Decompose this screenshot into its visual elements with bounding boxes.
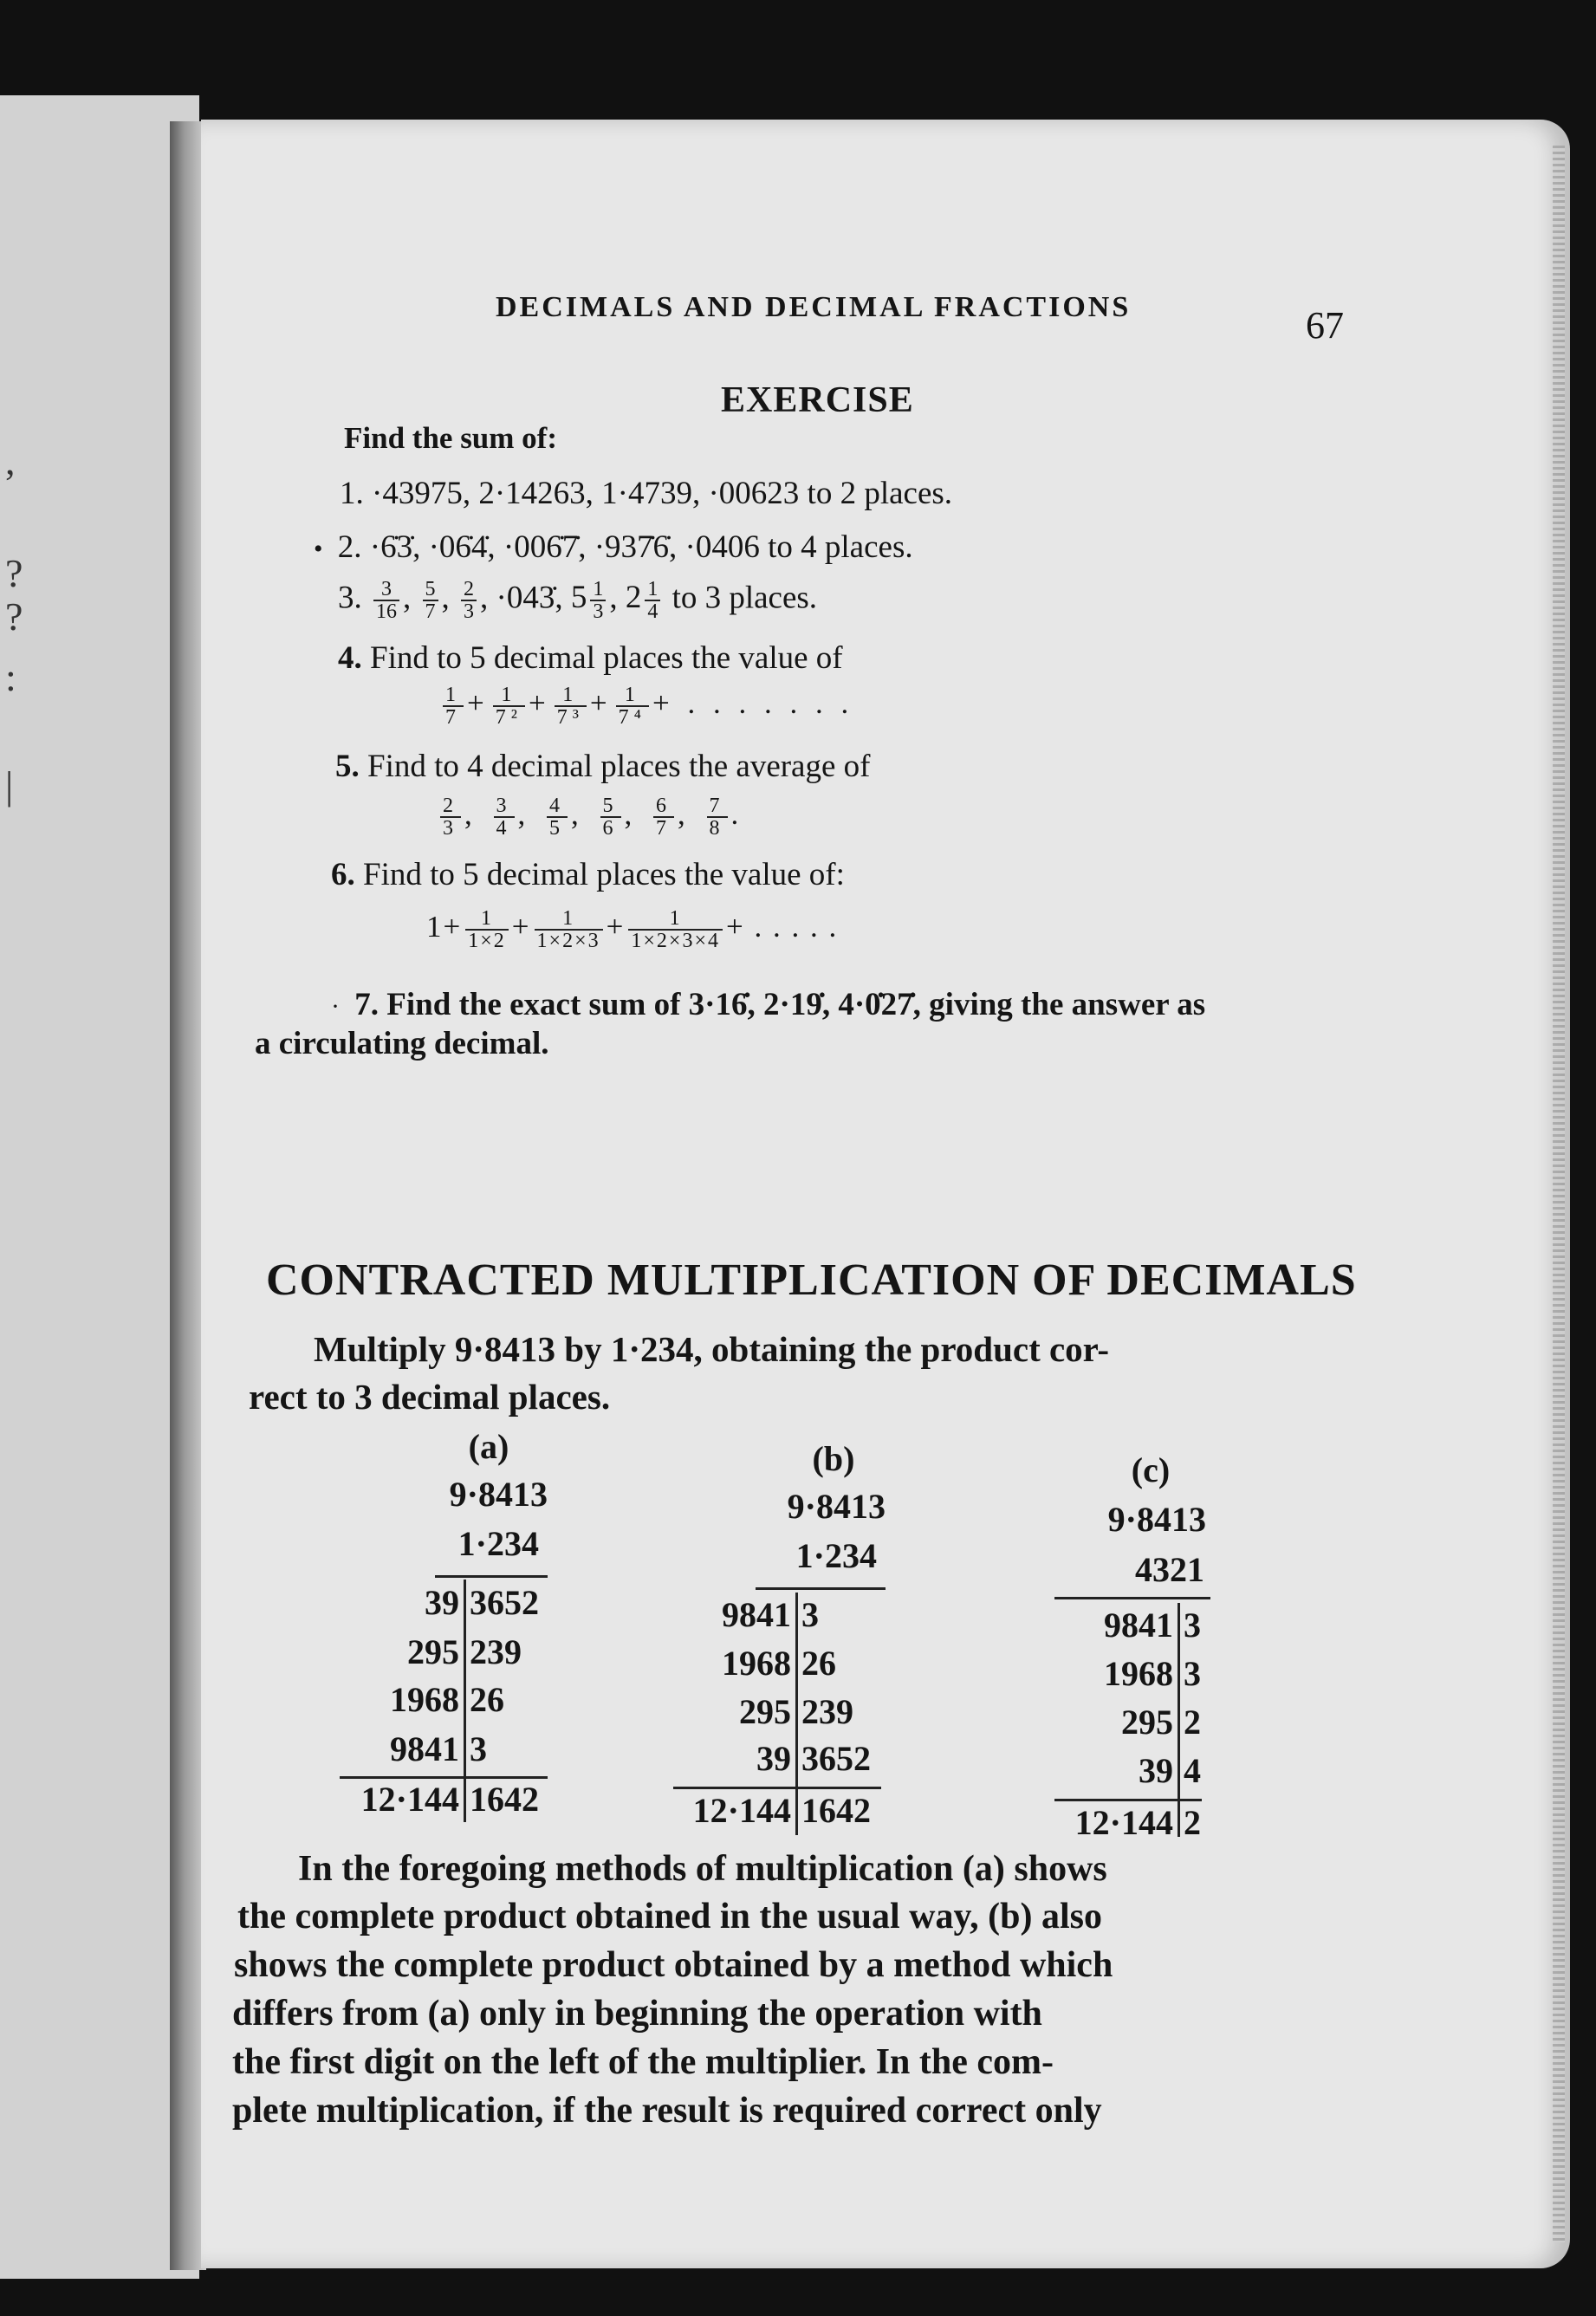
item-number: 5. (335, 749, 360, 784)
item-text: Find to 4 decimal places the average of (367, 749, 871, 784)
method-label: (c) (1131, 1450, 1171, 1489)
left-page-mark: ? (5, 594, 23, 639)
series-expression: 1+ $\frac{1}{1\times 2}$ + $\frac{1}{1\times 2\times 3}$ + $\frac{1}{1\times 2\times 3\times 4}$ + . . . . . (426, 907, 839, 952)
fraction: $\frac{3}{16}$ (373, 579, 399, 622)
body-text-line: differs from (a) only in beginning the operation with (232, 1994, 1042, 2034)
fraction: $\frac{5}{7}$ (423, 579, 438, 622)
item-text: Find the exact sum of 3·16̇, 2·19̇, 4·0̇27̇, giving the answer as (386, 987, 1206, 1022)
problem-line: Multiply 9·8413 by 1·234, obtaining the product cor- (314, 1329, 1110, 1369)
left-page-mark: | (5, 763, 14, 808)
item-text: to 3 places. (671, 580, 818, 616)
problem-line: rect to 3 decimal places. (249, 1377, 611, 1417)
item-number: 7. (354, 987, 379, 1022)
body-text-line: plete multiplication, if the result is required correct only (232, 2091, 1102, 2131)
body-text-line: shows the complete product obtained by a method which (234, 1945, 1113, 1985)
exercise-item-5 (335, 748, 870, 785)
item-text: ·6̇3̇, ·06̇4̇, ·006̇7̇, ·937̇6̇, ·0406 to 4 places. (369, 529, 913, 565)
multiplicand: 9·8413 (787, 1487, 886, 1526)
exercise-item-7 (331, 986, 1205, 1023)
mixed-number: 5 $\frac{1}{3}$ (571, 580, 610, 615)
rule (435, 1575, 548, 1578)
body-text-line: the complete product obtained in the usual way, (b) also (237, 1897, 1102, 1936)
item-text: Find to 5 decimal places the value of: (363, 857, 845, 892)
exercise-item-2 (314, 529, 913, 566)
rule (756, 1587, 886, 1590)
method-label: (b) (812, 1439, 855, 1478)
multiplier: 1·234 (457, 1524, 539, 1563)
fraction: $\frac{2}{3}$ (461, 579, 477, 622)
total-rule (1054, 1799, 1202, 1801)
page-number: 67 (1306, 304, 1344, 347)
exercise-intro: Find the sum of: (344, 421, 557, 455)
exercise-item-6 (331, 856, 845, 893)
body-text-line: the first digit on the left of the multiplier. In the com- (232, 2042, 1054, 2082)
item-number: 3. (338, 580, 362, 616)
exercise-item-1 (340, 475, 952, 512)
item-text: ·43975, 2·14263, 1·4739, ·00623 to 2 places. (372, 476, 953, 511)
running-head: DECIMALS AND DECIMAL FRACTIONS (496, 291, 1132, 323)
series-expression: $\frac{1}{7}$ + $\frac{1}{\text{7²}}$ + $\frac{1}{\text{7³}}$ + $\frac{1}{\text{7⁴}}$ + . . . . . . . (439, 684, 853, 728)
exercise-item-4 (338, 639, 843, 677)
left-page-mark: ? (5, 551, 23, 595)
multiplier: 4321 (1135, 1550, 1204, 1589)
rule (1054, 1597, 1210, 1599)
book-page: DECIMALS AND DECIMAL FRACTIONS 67 EXERCISE Find the sum of: 1. ·43975, 2·14263, 1·4739, ·00623 to 2 places. • 2. ·6̇3̇, ·06̇4̇, ·006̇7̇, ·937̇6̇, ·0406 to 4 places. 3. $\frac{3}{16}$ , $\frac{5}{7}$ , $\frac{2}{3}$ , ·043̇, 5 $\frac{1}{3}$ , 2 $\frac{1}{4}$ to 3 places. 4. Find to 5 decimal places the value of $\frac{1}{7}$ + $\frac{1}{\text{7²}}$ + $\frac{1}{\text{7³}}$ + $\frac{1}{\text{7⁴}}$ + . . . . . . . 5. Find to 4 decimal places the average of $\frac{2}{3}$ , $\frac{3}{4}$ , $\frac{4}{5}$ , $\frac{5}{6}$ , $\frac{6}{7}$ , $\frac{7}{8}$ . 6. Find to 5 decimal places the value of: 1+ $\frac{1}{1\times 2}$ + $\frac{1}{1\times 2\times 3}$ + $\frac{1}{1\times 2\times 3\times 4}$ + . . . . . · 7. Find the exact sum of 3·16̇, 2·19̇, 4·0̇27̇, giving the answer as a circulating decimal. CONTRACTED MULTIPLICATION OF DECIMALS Multiply 9·8413 by 1·234, obtaining the product cor- rect to 3 decimal places. (a) 9·8413 1·234 39 3652 295 239 1968 26 9841 3 12·144 1642 (b) 9·8413 1·234 9841 3 1968 26 295 239 39 3652 12·144 1642 (c) 9·8413 4321 9841 3 1968 3 295 2 39 4 12·144 2 In the foregoing methods of multiplication (a) shows the complete product obtained in the usual way, (b) also shows the complete product obtained by a method which differs from (a) only in beginning the operation with the first digit on the left of the multiplier. In the com- plete multiplication, if the result is required correct only (201, 120, 1570, 2268)
fraction-list: $\frac{2}{3}$ , $\frac{3}{4}$ , $\frac{4}{5}$ , $\frac{5}{6}$ , $\frac{6}{7}$ , $\frac{7}{8}$ . (437, 795, 743, 839)
item-number: 4. (338, 640, 362, 676)
exercise-item-3: 3. $\frac{3}{16}$ , $\frac{5}{7}$ , $\frac{2}{3}$ , ·043̇, 5 $\frac{1}{3}$ , 2 $\frac{1}{4}$ to 3 places. (338, 578, 818, 623)
multiplicand: 9·8413 (1107, 1500, 1206, 1539)
item-number: 6. (331, 857, 355, 892)
item-text: Find to 5 decimal places the value of (370, 640, 843, 676)
separator-line (795, 1593, 798, 1835)
separator-line (464, 1580, 466, 1822)
item-number: 1. (340, 476, 364, 511)
item-text: ·043̇, (496, 580, 563, 616)
section-heading: CONTRACTED MULTIPLICATION OF DECIMALS (266, 1255, 1357, 1305)
exercise-item-7-continued: a circulating decimal. (255, 1026, 549, 1061)
page-edge (1553, 146, 1565, 2242)
left-page-mark: , (5, 438, 16, 483)
margin-bullet: • (314, 535, 323, 563)
item-number: 2. (337, 529, 362, 565)
multiplier: 1·234 (795, 1536, 877, 1575)
multiplicand: 9·8413 (449, 1475, 548, 1514)
mixed-number: 2 $\frac{1}{4}$ (626, 580, 665, 615)
total-rule (673, 1787, 881, 1789)
exercise-title: EXERCISE (721, 380, 914, 420)
separator-line (1178, 1603, 1180, 1837)
left-page-mark: : (5, 655, 16, 699)
margin-bullet: · (331, 992, 340, 1021)
body-text-line: In the foregoing methods of multiplication (a) shows (298, 1849, 1107, 1889)
method-label: (a) (468, 1427, 509, 1466)
